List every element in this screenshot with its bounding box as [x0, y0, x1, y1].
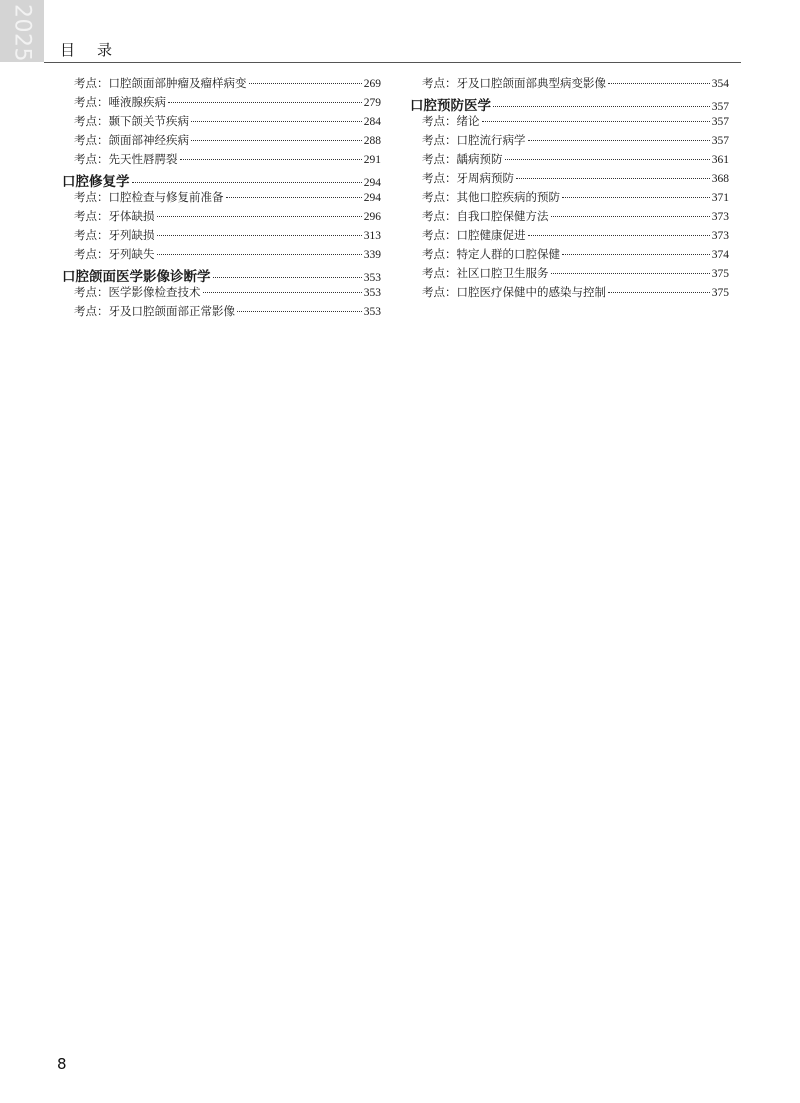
toc-title: 考点：其他口腔疾病的预防 [422, 190, 560, 204]
dot-leader [157, 216, 362, 217]
toc-entry[interactable] [410, 189, 729, 208]
toc-page-number: 288 [363, 135, 381, 147]
toc-entry[interactable] [410, 113, 729, 132]
toc-title: 考点：绪论 [422, 114, 480, 128]
toc-entry[interactable] [410, 284, 729, 303]
toc-title: 口腔修复学 [62, 174, 130, 190]
toc-page-number: 296 [363, 211, 381, 223]
toc-page-number: 368 [711, 173, 729, 185]
toc-page-number: 373 [711, 230, 729, 242]
toc-title: 口腔预防医学 [410, 98, 491, 114]
dot-leader [249, 83, 362, 84]
toc-title: 考点：唾液腺疾病 [74, 95, 166, 109]
toc-page-number: 294 [363, 192, 381, 204]
dot-leader [203, 292, 362, 293]
header-divider [44, 62, 741, 63]
toc-entry[interactable] [410, 246, 729, 265]
toc-page-number: 371 [711, 192, 729, 204]
toc-entry[interactable] [410, 208, 729, 227]
dot-leader [562, 197, 710, 198]
toc-entry[interactable] [62, 132, 381, 151]
dot-leader [168, 102, 362, 103]
dot-leader [482, 121, 710, 122]
dot-leader [528, 235, 710, 236]
year-label: 2025 [9, 4, 35, 62]
dot-leader [562, 254, 710, 255]
dot-leader [226, 197, 362, 198]
toc-title: 口腔颌面医学影像诊断学 [62, 269, 211, 285]
toc-page-number: 313 [363, 230, 381, 242]
dot-leader [493, 106, 710, 107]
toc-chapter[interactable] [410, 94, 729, 113]
toc-entry[interactable] [62, 303, 381, 322]
dot-leader [608, 292, 710, 293]
toc-right-column [410, 75, 729, 303]
dot-leader [551, 273, 710, 274]
toc-page-number: 375 [711, 268, 729, 280]
toc-title: 考点：口腔医疗保健中的感染与控制 [422, 285, 606, 299]
toc-entry[interactable] [62, 189, 381, 208]
toc-title: 考点：牙周病预防 [422, 171, 514, 185]
toc-entry[interactable] [62, 151, 381, 170]
dot-leader [213, 277, 362, 278]
toc-chapter[interactable] [62, 170, 381, 189]
dot-leader [505, 159, 710, 160]
toc-title: 考点：牙体缺损 [74, 209, 155, 223]
toc-title: 考点：自我口腔保健方法 [422, 209, 549, 223]
dot-leader [132, 182, 362, 183]
page-header-title: 目录 [60, 41, 135, 59]
toc-title: 考点：颞下颌关节疾病 [74, 114, 189, 128]
toc-page-number: 339 [363, 249, 381, 261]
toc-page-number: 374 [711, 249, 729, 261]
toc-title: 考点：先天性唇腭裂 [74, 152, 178, 166]
toc-title: 考点：颌面部神经疾病 [74, 133, 189, 147]
toc-page-number: 357 [711, 135, 729, 147]
toc-left-column [62, 75, 381, 322]
dot-leader [608, 83, 710, 84]
toc-page-number: 294 [363, 177, 381, 189]
toc-title: 考点：特定人群的口腔保健 [422, 247, 560, 261]
toc-page-number: 353 [363, 272, 381, 284]
toc-page-number: 353 [363, 306, 381, 318]
dot-leader [237, 311, 362, 312]
dot-leader [157, 254, 362, 255]
toc-entry[interactable] [62, 246, 381, 265]
dot-leader [191, 121, 362, 122]
dot-leader [180, 159, 362, 160]
dot-leader [516, 178, 710, 179]
toc-entry[interactable] [62, 75, 381, 94]
page-number: 8 [57, 1055, 67, 1073]
toc-page-number: 354 [711, 78, 729, 90]
toc-title: 考点：口腔健康促进 [422, 228, 526, 242]
toc-title: 考点：牙及口腔颌面部典型病变影像 [422, 76, 606, 90]
dot-leader [157, 235, 362, 236]
toc-page-number: 361 [711, 154, 729, 166]
toc-page-number: 373 [711, 211, 729, 223]
toc-title: 考点：口腔颌面部肿瘤及瘤样病变 [74, 76, 247, 90]
toc-entry[interactable] [62, 208, 381, 227]
toc-page-number: 279 [363, 97, 381, 109]
toc-page-number: 353 [363, 287, 381, 299]
toc-title: 考点：社区口腔卫生服务 [422, 266, 549, 280]
toc-title: 考点：口腔检查与修复前准备 [74, 190, 224, 204]
dot-leader [528, 140, 710, 141]
toc-title: 考点：龋病预防 [422, 152, 503, 166]
toc-page-number: 269 [363, 78, 381, 90]
toc-entry[interactable] [410, 265, 729, 284]
toc-entry[interactable] [410, 132, 729, 151]
toc-page-number: 375 [711, 287, 729, 299]
dot-leader [191, 140, 362, 141]
toc-title: 考点：牙列缺损 [74, 228, 155, 242]
toc-title: 考点：医学影像检查技术 [74, 285, 201, 299]
toc-entry[interactable] [62, 113, 381, 132]
year-tab [0, 0, 44, 62]
toc-page-number: 291 [363, 154, 381, 166]
toc-entry[interactable] [410, 227, 729, 246]
toc-page-number: 357 [711, 101, 729, 113]
toc-entry[interactable] [62, 284, 381, 303]
dot-leader [551, 216, 710, 217]
toc-entry[interactable] [62, 94, 381, 113]
toc-entry[interactable] [410, 151, 729, 170]
toc-page-number: 357 [711, 116, 729, 128]
toc-title: 考点：牙及口腔颌面部正常影像 [74, 304, 235, 318]
toc-title: 考点：牙列缺失 [74, 247, 155, 261]
toc-entry[interactable] [410, 170, 729, 189]
toc-chapter[interactable] [62, 265, 381, 284]
toc-entry[interactable] [410, 75, 729, 94]
toc-entry[interactable] [62, 227, 381, 246]
toc-page-number: 284 [363, 116, 381, 128]
toc-title: 考点：口腔流行病学 [422, 133, 526, 147]
